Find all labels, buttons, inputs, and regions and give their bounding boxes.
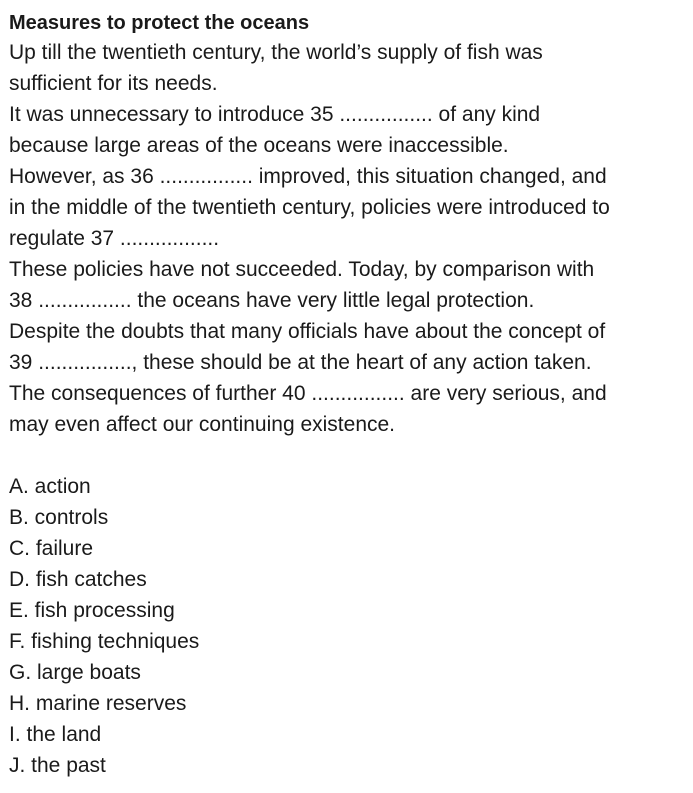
page-title: Measures to protect the oceans xyxy=(9,12,310,34)
option-item: E. fish processing xyxy=(9,599,175,622)
option-item: I. the land xyxy=(9,723,102,746)
passage-line: because large areas of the oceans were inaccessible. xyxy=(9,134,509,157)
passage-line: 38 ................ the oceans have very little legal protection. xyxy=(9,289,535,312)
option-item: G. large boats xyxy=(9,661,141,684)
option-item: D. fish catches xyxy=(9,568,147,591)
options-list xyxy=(9,471,689,781)
document xyxy=(9,9,689,781)
passage-line: However, as 36 ................ improved, this situation changed, and xyxy=(9,165,607,188)
option-item: B. controls xyxy=(9,506,109,529)
passage-line: may even affect our continuing existence. xyxy=(9,413,396,436)
spacer xyxy=(9,440,689,471)
passage-line: sufficient for its needs. xyxy=(9,72,218,95)
option-item: H. marine reserves xyxy=(9,692,187,715)
option-item: F. fishing techniques xyxy=(9,630,200,653)
passage-line: 39 ................, these should be at the heart of any action taken. xyxy=(9,351,592,374)
passage-line: regulate 37 ................. xyxy=(9,227,220,250)
option-item: J. the past xyxy=(9,754,106,777)
passage-line: These policies have not succeeded. Today, by comparison with xyxy=(9,258,595,281)
passage-line: The consequences of further 40 ................ are very serious, and xyxy=(9,382,607,405)
passage-line: It was unnecessary to introduce 35 ................ of any kind xyxy=(9,103,541,126)
option-item: A. action xyxy=(9,475,91,498)
passage-line: in the middle of the twentieth century, policies were introduced to xyxy=(9,196,610,219)
option-item: C. failure xyxy=(9,537,94,560)
passage xyxy=(9,37,689,440)
passage-line: Despite the doubts that many officials have about the concept of xyxy=(9,320,606,343)
passage-line: Up till the twentieth century, the world’s supply of fish was xyxy=(9,41,543,64)
